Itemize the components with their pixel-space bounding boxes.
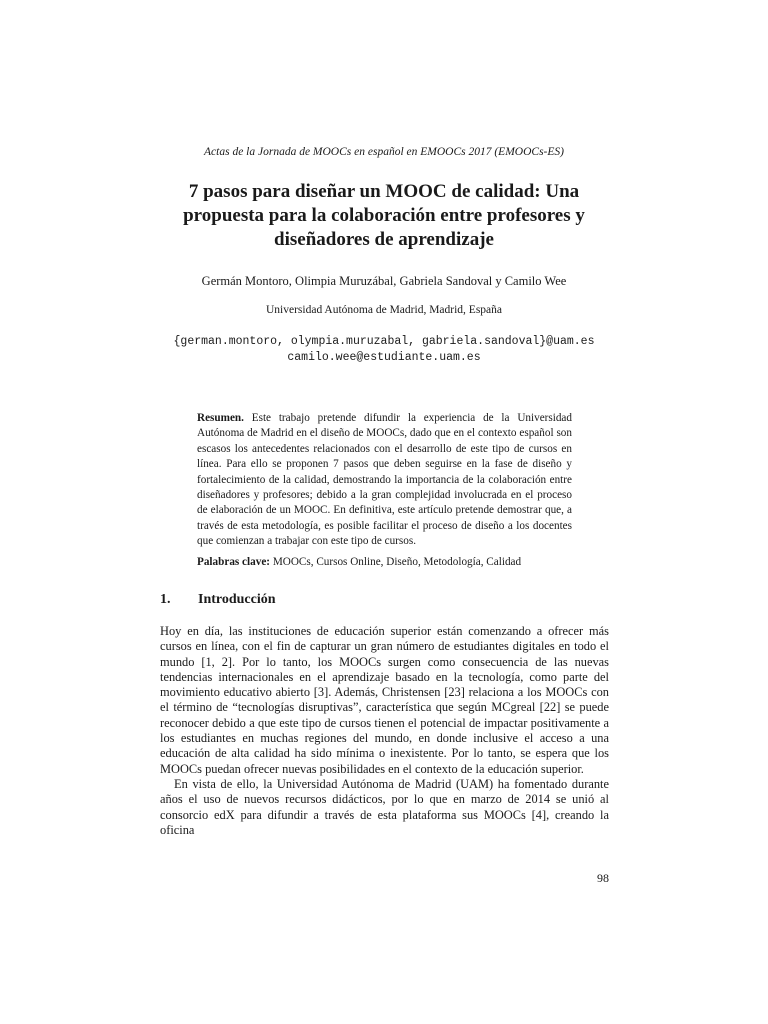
- email-line-1: {german.montoro, olympia.muruzabal, gabriela.sandoval}@uam.es: [173, 335, 595, 348]
- email-line-2: camilo.wee@estudiante.uam.es: [287, 351, 481, 364]
- section-title: Introducción: [198, 592, 276, 607]
- email-block: [0, 334, 768, 366]
- keywords-label: Palabras clave:: [197, 556, 271, 568]
- author-list: Germán Montoro, Olimpia Muruzábal, Gabriela Sandoval y Camilo Wee: [201, 274, 567, 288]
- abstract: [197, 411, 572, 550]
- abstract-label: Resumen.: [197, 412, 244, 424]
- paper-title: 7 pasos para diseñar un MOOC de calidad: Una propuesta para la colaboración entre profesores y diseñadores de aprendizaje: [183, 181, 585, 250]
- paragraph: En vista de ello, la Universidad Autónoma de Madrid (UAM) ha fomentado durante años el uso de nuevos recursos didácticos, por lo que en marzo de 2014 se unió al consorcio edX para difundir a través de esta plataforma sus MOOCs [4], creando la oficina: [160, 776, 609, 837]
- body-text: [160, 624, 609, 838]
- paragraph: Hoy en día, las instituciones de educación superior están comenzando a ofrecer más cursos en línea, con el fin de capturar un gran número de estudiantes digitales en todo el mundo [1, 2]. Por lo tanto, los MOOCs surgen como consecuencia de las nuevas tendencias internacionales en el aprendizaje basado en la tecnología, como parte del movimiento educativo abierto [3]. Además, Christensen [23] relaciona a los MOOCs con el término de “tecnologías disruptivas”, característica que según MCgreal [22] se puede reconocer debido a que este tipo de cursos tienen el potencial de impactar positivamente a los estudiantes en muchas regiones del mundo, en donde inclusive el acceso a una educación de alta calidad ha sido mínima o inexistente. Por lo tanto, se espera que los MOOCs puedan ofrecer nuevas posibilidades en el contexto de la educación superior.: [160, 624, 609, 776]
- section-heading: [160, 592, 610, 608]
- section-number: 1.: [160, 592, 171, 607]
- keywords-text: MOOCs, Cursos Online, Diseño, Metodología, Calidad: [272, 556, 522, 568]
- keywords: [197, 556, 572, 568]
- abstract-text: Este trabajo pretende difundir la experiencia de la Universidad Autónoma de Madrid en el diseño de MOOCs, dado que en el contexto español son escasos los antecedentes relacionados con el desarrollo de este tipo de cursos en línea. Para ello se proponen 7 pasos que deben seguirse en la fase de diseño y fortalecimiento de la calidad, demostrando la importancia de la colaboración entre diseñadores y profesores; debido a la gran complejidad involucrada en el proceso de elaboración de un MOOC. En definitiva, este artículo pretende demostrar que, a través de esta metodología, es posible facilitar el proceso de diseño a los docentes que comienzan a trabajar con este tipo de cursos.: [197, 412, 572, 548]
- page-number: 98: [597, 871, 609, 885]
- running-header: Actas de la Jornada de MOOCs en español en EMOOCs 2017 (EMOOCs-ES): [204, 146, 564, 158]
- affiliation: Universidad Autónoma de Madrid, Madrid, España: [265, 304, 503, 316]
